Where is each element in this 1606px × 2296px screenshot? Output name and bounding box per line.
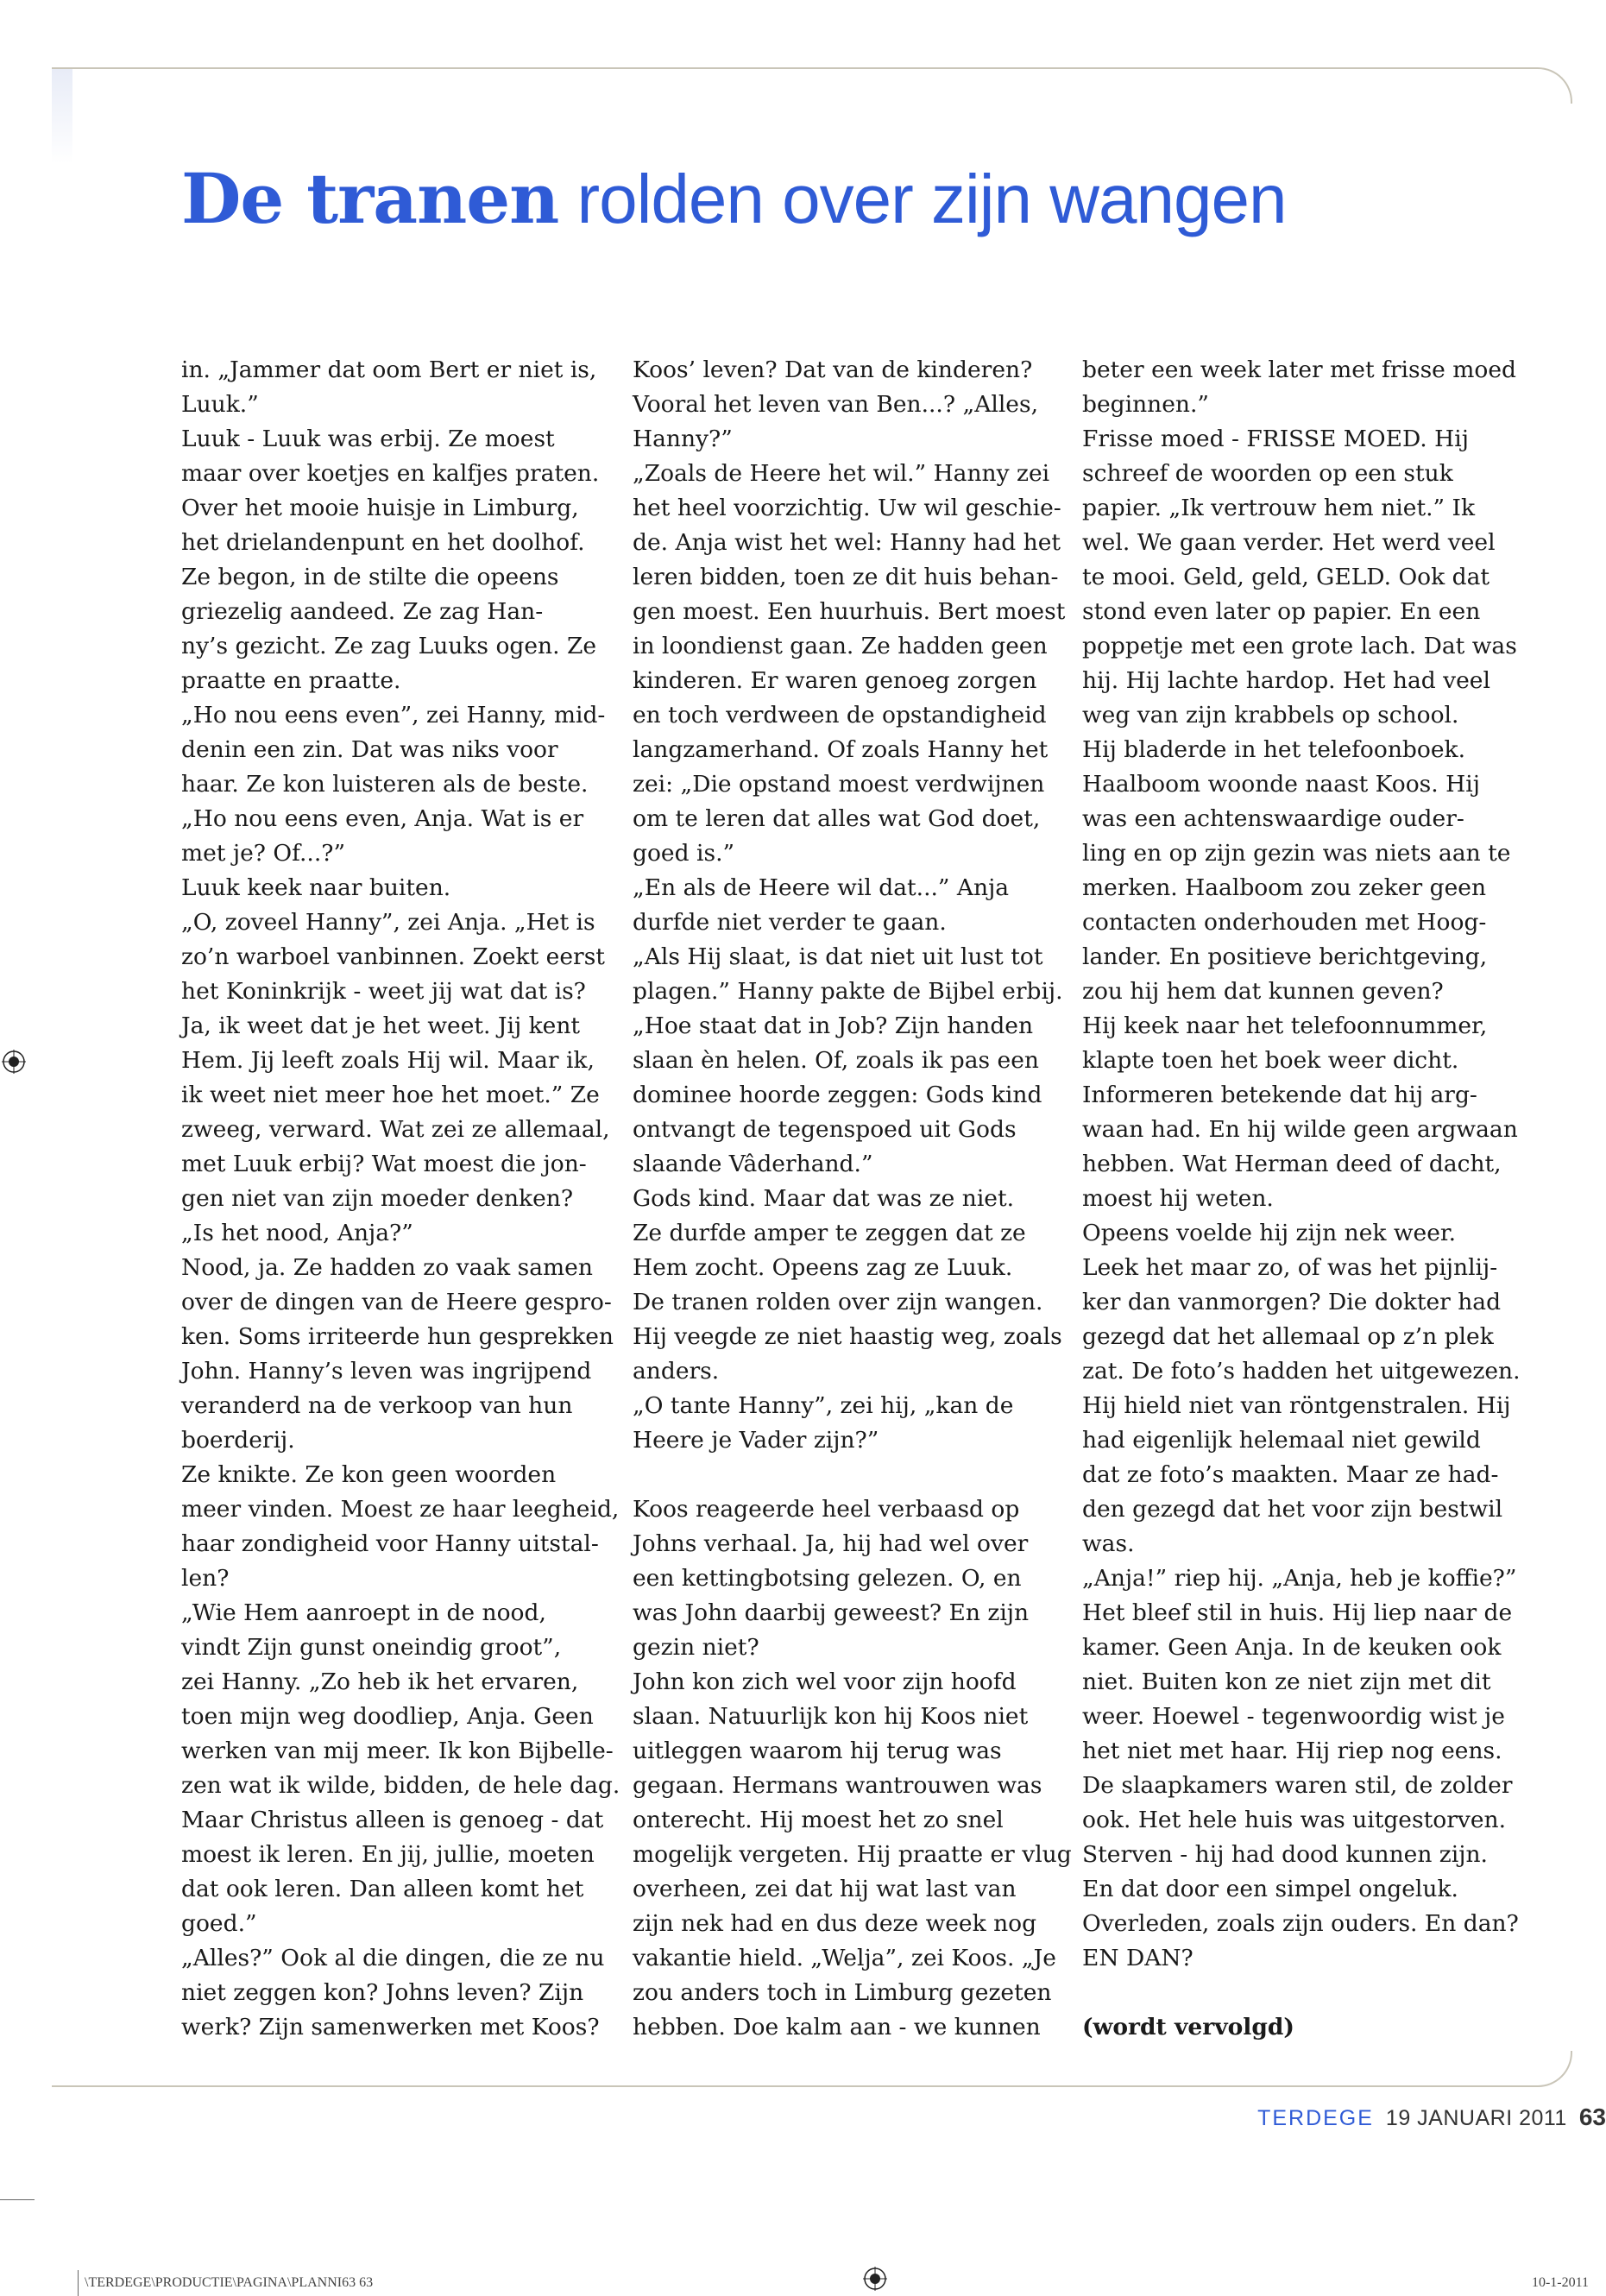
text-line: EN DAN? (1082, 1945, 1193, 1971)
text-line: Overleden, zoals zijn ouders. En dan? (1082, 1910, 1519, 1937)
text-line: Informeren betekende dat hij arg- (1082, 1082, 1477, 1108)
text-line: „Als Hij slaat, is dat niet uit lust tot (633, 943, 1043, 970)
text-line: langzamerhand. Of zoals Hanny het (633, 736, 1049, 763)
text-line: meer vinden. Moest ze haar leegheid, (181, 1496, 620, 1523)
text-line: zou hij hem dat kunnen geven? (1082, 978, 1444, 1005)
text-line: len? (181, 1565, 230, 1592)
text-line: een kettingbotsing gelezen. O, en (633, 1565, 1022, 1592)
text-line: Ze durfde amper te zeggen dat ze (633, 1220, 1026, 1246)
text-line: Hij hield niet van röntgenstralen. Hij (1082, 1392, 1511, 1419)
text-line: Haalboom woonde naast Koos. Hij (1082, 771, 1480, 798)
text-line: Koos reageerde heel verbaasd op (633, 1496, 1020, 1523)
text-line: toen mijn weg doodliep, Anja. Geen (181, 1703, 594, 1730)
text-line: de. Anja wist het wel: Hanny had het (633, 529, 1061, 556)
text-line: weer. Hoewel - tegenwoordig wist je (1082, 1703, 1505, 1730)
text-line: overheen, zei dat hij wat last van (633, 1876, 1017, 1902)
text-line: Luuk - Luuk was erbij. Ze moest (181, 426, 555, 452)
text-line: Heere je Vader zijn?” (633, 1427, 879, 1454)
text-line: ontvangt de tegenspoed uit Gods (633, 1116, 1017, 1143)
text-line: papier. „Ik vertrouw hem niet.” Ik (1082, 495, 1476, 521)
text-line: „Is het nood, Anja?” (181, 1220, 413, 1246)
crop-mark (78, 2270, 79, 2296)
text-line: goed is.” (633, 840, 735, 867)
text-line: was een achtenswaardige ouder- (1082, 805, 1464, 832)
text-column-2 (633, 353, 1081, 2045)
text-line: schreef de woorden op een stuk (1082, 460, 1453, 487)
text-line: werk? Zijn samenwerken met Koos? (181, 2014, 600, 2041)
issue-date: 19 JANUARI 2011 (1385, 2106, 1567, 2130)
text-line: hebben. Wat Herman deed of dacht, (1082, 1151, 1502, 1177)
text-line: Nood, ja. Ze hadden zo vaak samen (181, 1254, 593, 1281)
text-line: Leek het maar zo, of was het pijnlij- (1082, 1254, 1498, 1281)
text-line: haar. Ze kon luisteren als de beste. (181, 771, 589, 798)
text-line: ook. Het hele huis was uitgestorven. (1082, 1807, 1507, 1833)
text-line: zweeg, verward. Wat zei ze allemaal, (181, 1116, 610, 1143)
text-line: hij. Hij lachte hardop. Het had veel (1082, 667, 1490, 694)
text-line: was John daarbij geweest? En zijn (633, 1599, 1030, 1626)
text-line: merken. Haalboom zou zeker geen (1082, 874, 1487, 901)
print-slug-date: 10-1-2011 (1531, 2275, 1589, 2290)
text-line: poppetje met een grote lach. Dat was (1082, 633, 1517, 659)
text-line: slaande Vâderhand.” (633, 1151, 873, 1177)
text-line: kamer. Geen Anja. In de keuken ook (1082, 1634, 1502, 1661)
text-line: Over het mooie huisje in Limburg, (181, 495, 579, 521)
text-line: waan had. En hij wilde geen argwaan (1082, 1116, 1518, 1143)
headline-light: rolden over zijn wangen (558, 161, 1287, 237)
text-line: gegaan. Hermans wantrouwen was (633, 1772, 1042, 1799)
text-line: „Anja!” riep hij. „Anja, heb je koffie?” (1082, 1565, 1517, 1592)
text-line: beginnen.” (1082, 391, 1209, 418)
text-line: mogelijk vergeten. Hij praatte er vlug (633, 1841, 1072, 1868)
text-line: den gezegd dat het voor zijn bestwil (1082, 1496, 1503, 1523)
text-line: Maar Christus alleen is genoeg - dat (181, 1807, 604, 1833)
text-line: werken van mij meer. Ik kon Bijbelle- (181, 1738, 614, 1764)
crop-mark (0, 2199, 35, 2200)
text-line: klapte toen het boek weer dicht. (1082, 1047, 1459, 1074)
text-column-1 (181, 353, 630, 2045)
text-line: „Ho nou eens even, Anja. Wat is er (181, 805, 584, 832)
text-line: lander. En positieve berichtgeving, (1082, 943, 1488, 970)
text-line: slaan. Natuurlijk kon hij Koos niet (633, 1703, 1029, 1730)
text-line: En dat door een simpel ongeluk. (1082, 1876, 1458, 1902)
page-border-bottom (52, 2051, 1572, 2087)
text-line: ken. Soms irriteerde hun gesprekken (181, 1323, 614, 1350)
text-line: om te leren dat alles wat God doet, (633, 805, 1041, 832)
text-line: griezelig aandeed. Ze zag Han- (181, 598, 544, 625)
text-line: De slaapkamers waren stil, de zolder (1082, 1772, 1513, 1799)
text-line: ker dan vanmorgen? Die dokter had (1082, 1289, 1502, 1315)
text-line: ny’s gezicht. Ze zag Luuks ogen. Ze (181, 633, 597, 659)
text-line: veranderd na de verkoop van hun (181, 1392, 573, 1419)
text-line: boerderij. (181, 1427, 295, 1454)
text-line: Gods kind. Maar dat was ze niet. (633, 1185, 1015, 1212)
print-slug-path: \TERDEGE\PRODUCTIE\PAGINA\PLANNI63 63 (85, 2275, 374, 2290)
registration-mark-icon (863, 2267, 887, 2291)
text-line: Ja, ik weet dat je het weet. Jij kent (181, 1012, 581, 1039)
text-line: ik weet niet meer hoe het moet.” Ze (181, 1082, 600, 1108)
text-line: het Koninkrijk - weet jij wat dat is? (181, 978, 586, 1005)
text-line: goed.” (181, 1910, 257, 1937)
text-line: „O tante Hanny”, zei hij, „kan de (633, 1392, 1014, 1419)
text-line: had eigenlijk helemaal niet gewild (1082, 1427, 1481, 1454)
text-column-3 (1082, 353, 1531, 2045)
text-line: zen wat ik wilde, bidden, de hele dag. (181, 1772, 620, 1799)
text-line: het drielandenpunt en het doolhof. (181, 529, 585, 556)
magazine-name: TERDEGE (1257, 2106, 1374, 2130)
article-headline (181, 155, 1286, 243)
text-line: dominee hoorde zeggen: Gods kind (633, 1082, 1042, 1108)
text-line: stond even later op papier. En een (1082, 598, 1481, 625)
text-line: weg van zijn krabbels op school. (1082, 702, 1459, 729)
text-line: Koos’ leven? Dat van de kinderen? (633, 356, 1033, 383)
text-line: Ze knikte. Ze kon geen woorden (181, 1461, 557, 1488)
text-line: gezin niet? (633, 1634, 759, 1661)
text-line: uitleggen waarom hij terug was (633, 1738, 1002, 1764)
text-line: Opeens voelde hij zijn nek weer. (1082, 1220, 1457, 1246)
text-line: „Wie Hem aanroept in de nood, (181, 1599, 546, 1626)
text-line (633, 1458, 1081, 1492)
text-line: Hij veegde ze niet haastig weg, zoals (633, 1323, 1062, 1350)
text-line: contacten onderhouden met Hoog- (1082, 909, 1487, 936)
text-line: anders. (633, 1358, 720, 1385)
text-line: dat ook leren. Dan alleen komt het (181, 1876, 584, 1902)
text-line: Luuk keek naar buiten. (181, 874, 451, 901)
text-line: Hem. Jij leeft zoals Hij wil. Maar ik, (181, 1047, 595, 1074)
text-line: Het bleef stil in huis. Hij liep naar de (1082, 1599, 1513, 1626)
page-footer (1257, 2104, 1606, 2131)
text-line: het niet met haar. Hij riep nog eens. (1082, 1738, 1502, 1764)
text-line: hebben. Doe kalm aan - we kunnen (633, 2014, 1041, 2041)
text-line: John kon zich wel voor zijn hoofd (633, 1668, 1017, 1695)
text-line: zei: „Die opstand moest verdwijnen (633, 771, 1045, 798)
headline-bold: De tranen (181, 158, 559, 239)
text-line: leren bidden, toen ze dit huis behan- (633, 564, 1059, 590)
text-line: De tranen rolden over zijn wangen. (633, 1289, 1043, 1315)
text-line: durfde niet verder te gaan. (633, 909, 947, 936)
page-number: 63 (1578, 2104, 1606, 2130)
text-line: met Luuk erbij? Wat moest die jon- (181, 1151, 587, 1177)
text-line: vindt Zijn gunst oneindig groot”, (181, 1634, 562, 1661)
text-line: plagen.” Hanny pakte de Bijbel erbij. (633, 978, 1063, 1005)
text-line: gezegd dat het allemaal op z’n plek (1082, 1323, 1494, 1350)
text-line: John. Hanny’s leven was ingrijpend (181, 1358, 592, 1385)
text-line: slaan èn helen. Of, zoals ik pas een (633, 1047, 1039, 1074)
to-be-continued: (wordt vervolgd) (1082, 2014, 1294, 2041)
text-line: praatte en praatte. (181, 667, 401, 694)
text-line: zou anders toch in Limburg gezeten (633, 1979, 1052, 2006)
text-line: Vooral het leven van Ben...? „Alles, (633, 391, 1039, 418)
text-line: gen moest. Een huurhuis. Bert moest (633, 598, 1066, 625)
text-line: Hem zocht. Opeens zag ze Luuk. (633, 1254, 1013, 1281)
text-line: moest hij weten. (1082, 1185, 1274, 1212)
text-line: Johns verhaal. Ja, hij had wel over (633, 1530, 1029, 1557)
text-line: vakantie hield. „Welja”, zei Koos. „Je (633, 1945, 1056, 1971)
text-line: haar zondigheid voor Hanny uitstal- (181, 1530, 599, 1557)
text-line: „O, zoveel Hanny”, zei Anja. „Het is (181, 909, 595, 936)
text-line: Luuk.” (181, 391, 259, 418)
text-line: wel. We gaan verder. Het werd veel (1082, 529, 1496, 556)
text-line (1082, 1976, 1531, 2010)
text-line: in loondienst gaan. Ze hadden geen (633, 633, 1048, 659)
text-line: Hanny?” (633, 426, 733, 452)
text-line: „Ho nou eens even”, zei Hanny, mid- (181, 702, 606, 729)
text-line: Hij keek naar het telefoonnummer, (1082, 1012, 1488, 1039)
text-line: niet zeggen kon? Johns leven? Zijn (181, 1979, 584, 2006)
text-line: zat. De foto’s hadden het uitgewezen. (1082, 1358, 1521, 1385)
text-line: „Hoe staat dat in Job? Zijn handen (633, 1012, 1034, 1039)
text-line: ling en op zijn gezin was niets aan te (1082, 840, 1511, 867)
text-line: niet. Buiten kon ze niet zijn met dit (1082, 1668, 1491, 1695)
text-line: beter een week later met frisse moed (1082, 356, 1517, 383)
text-line: in. „Jammer dat oom Bert er niet is, (181, 356, 597, 383)
text-line: over de dingen van de Heere gespro- (181, 1289, 612, 1315)
registration-mark-icon (2, 1050, 26, 1074)
text-line: te mooi. Geld, geld, GELD. Ook dat (1082, 564, 1490, 590)
text-line: Hij bladerde in het telefoonboek. (1082, 736, 1465, 763)
text-line: Frisse moed - FRISSE MOED. Hij (1082, 426, 1469, 452)
text-line: het heel voorzichtig. Uw wil geschie- (633, 495, 1061, 521)
text-line: moest ik leren. En jij, jullie, moeten (181, 1841, 595, 1868)
text-line: denin een zin. Dat was niks voor (181, 736, 558, 763)
text-line: „En als de Heere wil dat...” Anja (633, 874, 1010, 901)
text-line: Sterven - hij had dood kunnen zijn. (1082, 1841, 1488, 1868)
text-line: dat ze foto’s maakten. Maar ze had- (1082, 1461, 1499, 1488)
text-line: en toch verdween de opstandigheid (633, 702, 1047, 729)
text-line: maar over koetjes en kalfjes praten. (181, 460, 600, 487)
text-line: zijn nek had en dus deze week nog (633, 1910, 1037, 1937)
text-line: „Alles?” Ook al die dingen, die ze nu (181, 1945, 605, 1971)
text-line: kinderen. Er waren genoeg zorgen (633, 667, 1037, 694)
text-line: „Zoals de Heere het wil.” Hanny zei (633, 460, 1050, 487)
text-line: Ze begon, in de stilte die opeens (181, 564, 559, 590)
text-line: onterecht. Hij moest het zo snel (633, 1807, 1004, 1833)
text-line: was. (1082, 1530, 1135, 1557)
text-line: met je? Of...?” (181, 840, 346, 867)
text-line: gen niet van zijn moeder denken? (181, 1185, 574, 1212)
text-line: zei Hanny. „Zo heb ik het ervaren, (181, 1668, 579, 1695)
text-line: zo’n warboel vanbinnen. Zoekt eerst (181, 943, 605, 970)
page-border-top (52, 67, 1572, 104)
